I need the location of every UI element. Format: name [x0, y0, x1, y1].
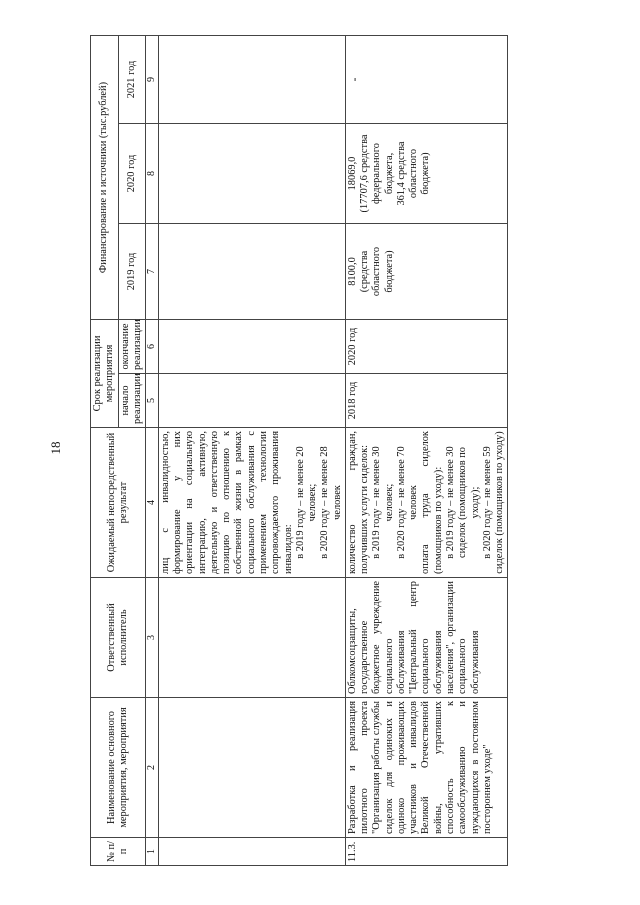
row-end: 2020 год: [345, 320, 507, 374]
column-number: 4: [146, 428, 159, 578]
result-a-line: в 2020 году – не менее 70 человек: [395, 446, 420, 559]
header-2019: 2019 год: [118, 224, 146, 320]
header-2021: 2021 год: [118, 35, 146, 123]
row-number: 11.3.: [345, 838, 507, 866]
note-2019: (средства областного бюджета): [359, 246, 395, 297]
rotated-table-area: [90, 36, 610, 866]
continuation-result-cell: [158, 428, 345, 578]
column-number: 6: [146, 320, 159, 374]
column-number: 7: [146, 224, 159, 320]
amount-2019: 8100,0: [346, 257, 358, 286]
note-2020-federal: (17707,6 средства федерального бюджета,: [359, 134, 395, 213]
column-number: 5: [146, 374, 159, 428]
row-2019: [345, 224, 507, 320]
result-a-text: количество граждан, получивших услуги сиделок:: [346, 431, 371, 574]
header-num: № п/п: [91, 838, 146, 866]
row-start: 2018 год: [345, 374, 507, 428]
result-b-text: оплата труда сиделок (помощников по уходу):: [420, 431, 444, 574]
row-2020: [345, 124, 507, 224]
amount-2020: 18069,0: [346, 156, 358, 191]
continuation-line: в 2019 году – не менее 20 человек;: [294, 446, 319, 559]
row-result: [345, 428, 507, 578]
continuation-row: [158, 35, 345, 865]
result-b-line: в 2020 году – не менее 59 сиделок (помощников по уходу): [481, 431, 506, 574]
note-2020-regional: 361,4 средства областного бюджета): [395, 141, 432, 206]
row-executor: Облкомсоцзащиты, государственное бюджетное учреждение социального обслуживания "Центральный центр социального обслуживания населения", организации социального обслуживания: [345, 578, 507, 698]
column-number: 8: [146, 124, 159, 224]
header-result: Ожидаемый непосредственный результат: [91, 428, 146, 578]
header-event-name: Наименование основного мероприятия, мероприятия: [91, 698, 146, 838]
header-term-start: начало реализации: [118, 374, 146, 428]
program-table: [90, 35, 508, 866]
column-number: 3: [146, 578, 159, 698]
row-2021: -: [345, 35, 507, 123]
header-term: Срок реализации мероприятия: [91, 320, 119, 428]
column-number: 1: [146, 838, 159, 866]
page-number: 18: [48, 441, 63, 455]
header-2020: 2020 год: [118, 124, 146, 224]
row-event: Разработка и реализация пилотного проекта "Организация работы службы сиделок для одиноких и одиноко проживающих участников и инвалидов Великой Отечественной войны, утративших способность к самообслуживанию и нуждающихся в постоянном постороннем уходе": [345, 698, 507, 838]
column-number: 9: [146, 35, 159, 123]
result-a-line: в 2019 году – не менее 30 человек;: [371, 446, 395, 559]
result-b-line: в 2019 году – не менее 30 сиделок (помощников по уходу);: [444, 446, 481, 559]
header-executor: Ответственный исполнитель: [91, 578, 146, 698]
continuation-line: в 2020 году – не менее 28 человек: [319, 446, 343, 559]
column-number: 2: [146, 698, 159, 838]
continuation-result-text: лиц с инвалидностью, формирование у них ориентации на социальную интеграцию, активную, деятельную и ответственную позицию по отношению к собственной жизни в рамках социального обслуживания с применением технологии сопровождаемого проживания инвалидов:: [159, 431, 294, 574]
header-term-end: окончание реализации: [118, 320, 146, 374]
header-financing: Финансирование и источники (тыс.рублей): [91, 35, 119, 319]
table-row: [345, 35, 507, 865]
